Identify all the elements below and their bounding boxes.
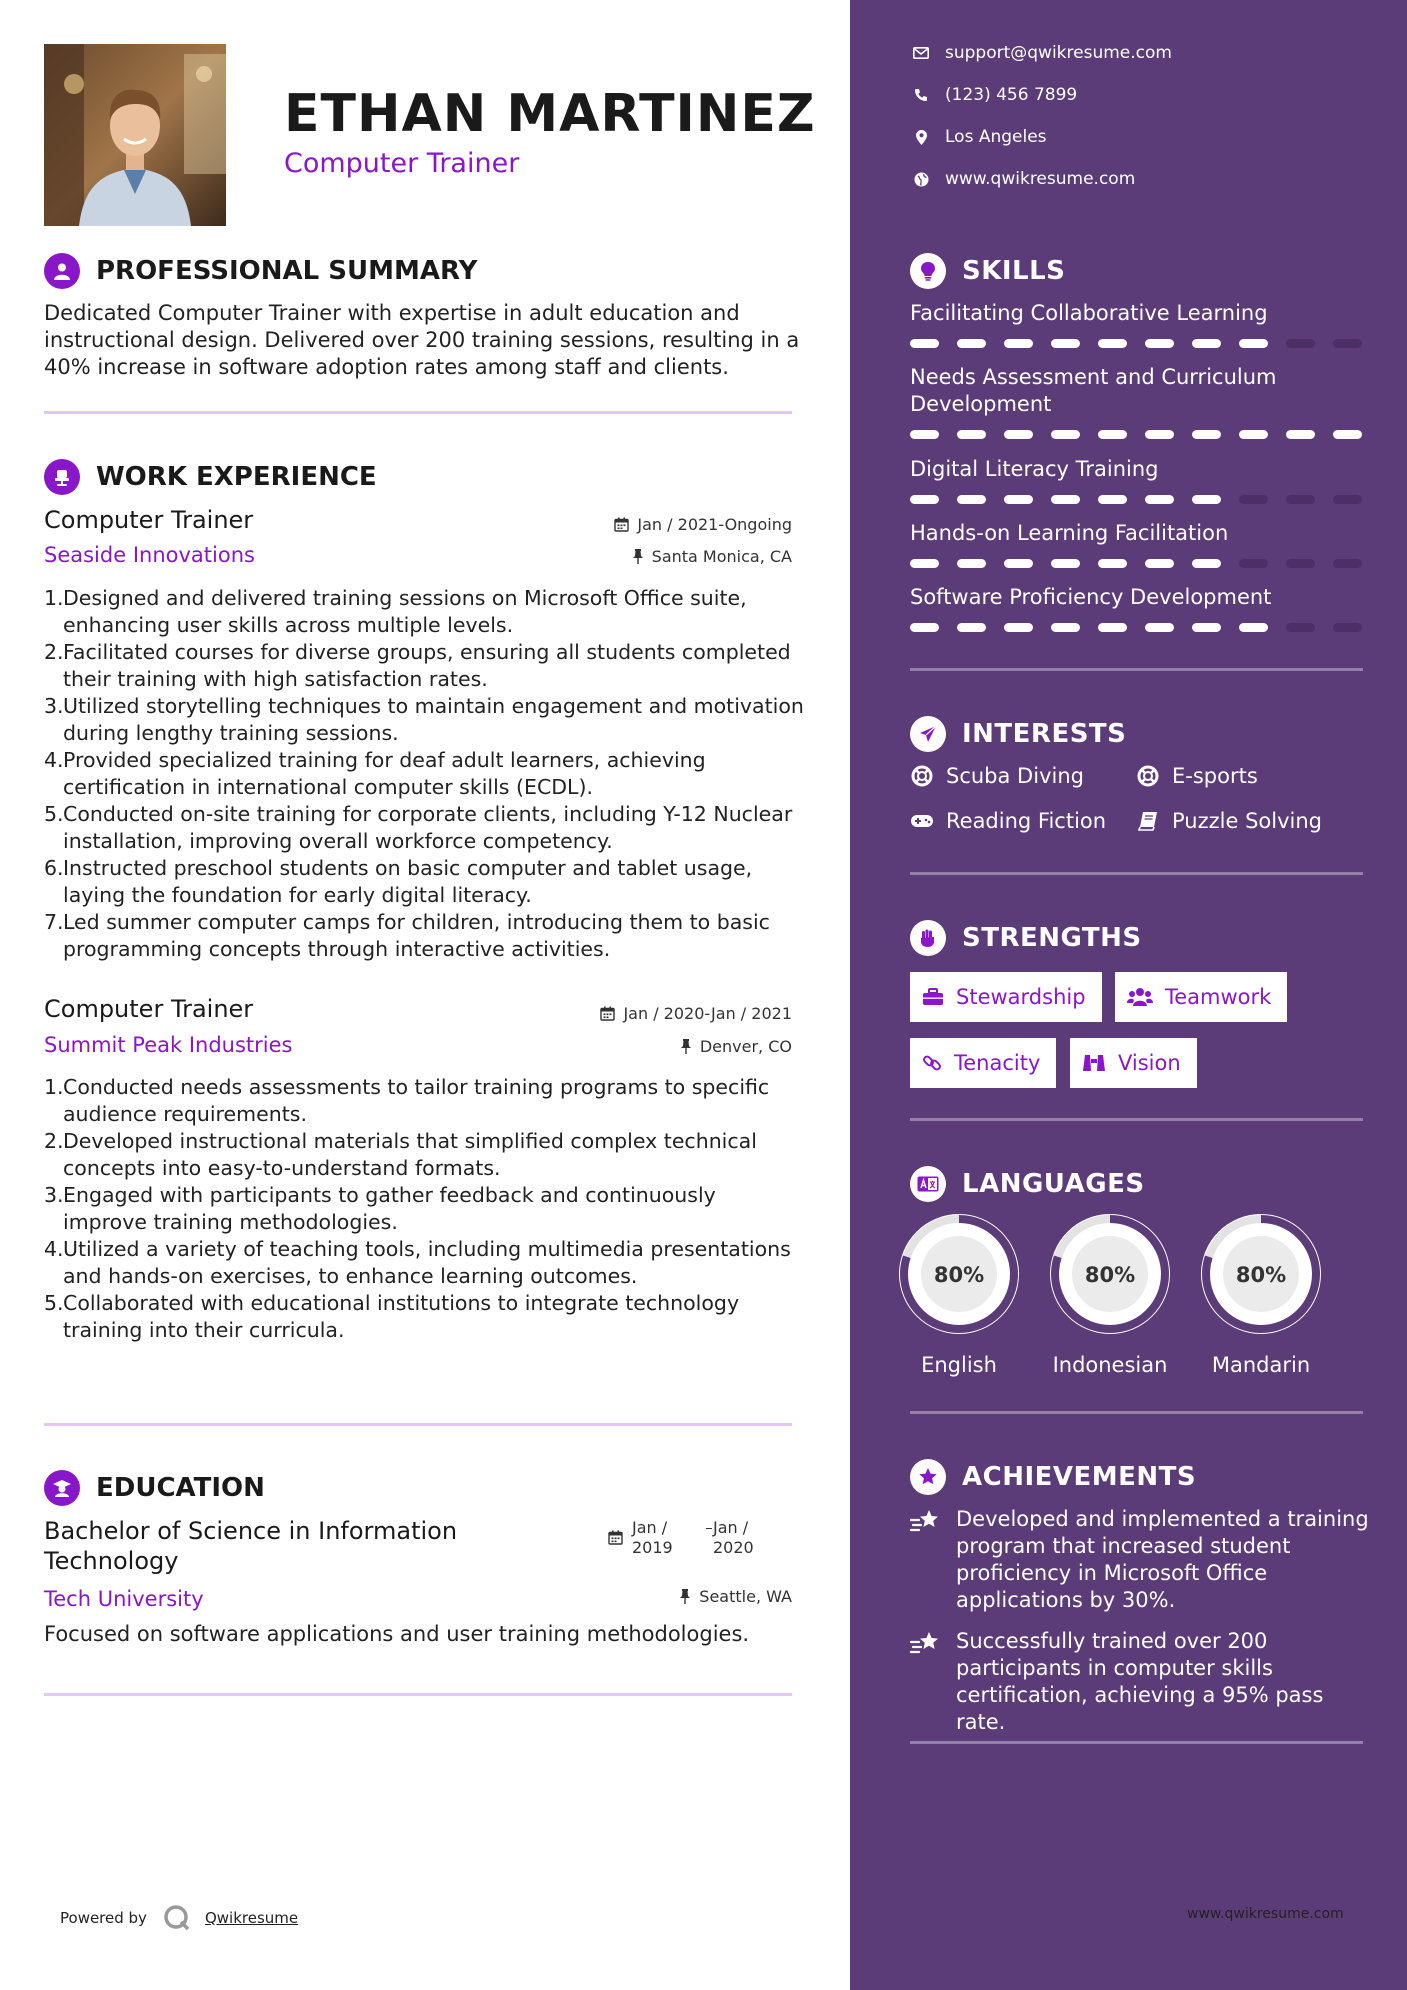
skill-segment-filled: [910, 623, 939, 632]
skill-segment-filled: [1145, 339, 1174, 348]
language-item: [1198, 1211, 1324, 1377]
graduate-icon: [44, 1470, 80, 1506]
skill-segment-filled: [1051, 339, 1080, 348]
list-item: 7. Led summer computer camps for children, introducing them to basic programming concepts through interactive activities.: [44, 910, 770, 961]
interest-label: Puzzle Solving: [1172, 809, 1322, 833]
strength-badge: [1115, 972, 1287, 1022]
interest-item: [910, 809, 1106, 833]
list-item: 2. Developed instructional materials that simplified complex technical concepts into easy-to-understand formats.: [44, 1129, 757, 1180]
strength-label: Tenacity: [954, 1051, 1041, 1075]
contact-location: [910, 127, 1047, 147]
skill-segment-filled: [1051, 495, 1080, 504]
work-divider: [44, 1423, 792, 1426]
work-heading: [44, 459, 377, 495]
list-item: 1. Designed and delivered training sessions on Microsoft Office suite, enhancing user skills across multiple levels.: [44, 586, 747, 637]
strengths-heading: [910, 920, 1142, 956]
star-badge-icon: [910, 1459, 946, 1495]
pin-icon: [632, 549, 644, 564]
language-percent: 80%: [933, 1263, 985, 1287]
achievements-title: ACHIEVEMENTS: [962, 1462, 1197, 1492]
language-percent: 80%: [1235, 1263, 1287, 1287]
language-item: [896, 1211, 1022, 1377]
education-description: Focused on software applications and user training methodologies.: [44, 1622, 750, 1646]
achievements-divider: [910, 1741, 1363, 1744]
language-name: English: [921, 1353, 997, 1377]
skill-segment-filled: [1098, 559, 1127, 568]
skill-segment-filled: [1145, 559, 1174, 568]
job-2-role: Computer Trainer: [44, 995, 254, 1023]
list-item: 3. Engaged with participants to gather feedback and continuously improve training methodologies.: [44, 1183, 716, 1234]
strength-badge: [910, 972, 1102, 1022]
gamepad-icon: [910, 813, 934, 829]
languages-title: LANGUAGES: [962, 1169, 1145, 1199]
interest-label: Scuba Diving: [946, 764, 1084, 788]
skill-segment-empty: [1333, 623, 1362, 632]
language-ring: [896, 1211, 1022, 1337]
job-1-role: Computer Trainer: [44, 506, 254, 534]
interest-label: E-sports: [1172, 764, 1258, 788]
skill-segment-filled: [1051, 430, 1080, 439]
contact-website[interactable]: [910, 169, 1135, 189]
skill-segment-filled: [1098, 495, 1127, 504]
skill-segment-filled: [957, 495, 986, 504]
skill-segment-filled: [1098, 623, 1127, 632]
skill-name: Needs Assessment and Curriculum Development: [910, 365, 1277, 416]
skill-segment-filled: [1239, 623, 1268, 632]
languages-heading: [910, 1166, 1145, 1202]
skill-segment-empty: [1239, 559, 1268, 568]
skill-segment-filled: [1192, 495, 1221, 504]
job-2-date: [600, 1004, 792, 1023]
candidate-name: ETHAN MARTINEZ: [284, 84, 816, 144]
fist-icon: [910, 920, 946, 956]
job-2-date-text: Jan / 2020-Jan / 2021: [623, 1004, 792, 1023]
strengths-divider: [910, 1118, 1363, 1121]
strength-label: Vision: [1118, 1051, 1181, 1075]
skills-divider: [910, 668, 1363, 671]
skill-segment-filled: [1004, 430, 1033, 439]
skill-rating: [910, 430, 1365, 439]
skill-item: [910, 456, 1365, 504]
link-icon: [922, 1053, 942, 1073]
translate-icon: [910, 1166, 946, 1202]
skill-segment-empty: [1286, 495, 1315, 504]
skill-segment-filled: [910, 339, 939, 348]
degree: Bachelor of Science in Information Technology: [44, 1517, 458, 1575]
skill-segment-filled: [1145, 495, 1174, 504]
globe-icon: [910, 172, 932, 187]
pin-icon: [679, 1589, 691, 1604]
achievement-text: Successfully trained over 200 participants in computer skills certification, achieving a 95% pass rate.: [956, 1629, 1324, 1734]
skill-item: [910, 584, 1365, 632]
calendar-icon: [614, 517, 629, 532]
skill-item: [910, 300, 1365, 348]
skill-segment-filled: [1051, 623, 1080, 632]
skill-name: Facilitating Collaborative Learning: [910, 301, 1268, 325]
languages-divider: [910, 1411, 1363, 1414]
contact-email[interactable]: [910, 43, 1172, 63]
phone-icon: [910, 88, 932, 102]
shooting-star-icon: [910, 1506, 944, 1614]
skill-segment-empty: [1286, 559, 1315, 568]
job-2-location: [680, 1037, 792, 1056]
skill-segment-filled: [957, 623, 986, 632]
paper-plane-icon: [910, 716, 946, 752]
powered-by: [60, 1904, 298, 1932]
skill-segment-filled: [1239, 430, 1268, 439]
qwikresume-link[interactable]: Qwikresume: [204, 1909, 299, 1927]
list-item: 2. Facilitated courses for diverse groups, ensuring all students completed their training with high satisfaction rates.: [44, 640, 791, 691]
skill-segment-empty: [1286, 623, 1315, 632]
skill-segment-empty: [1286, 339, 1315, 348]
language-percent: 80%: [1084, 1263, 1136, 1287]
skill-segment-filled: [910, 495, 939, 504]
interest-item: [910, 764, 1084, 788]
strengths-title: STRENGTHS: [962, 923, 1142, 953]
calendar-icon: [600, 1006, 615, 1021]
language-name: Mandarin: [1211, 1353, 1311, 1377]
job-2-bullets: [44, 1074, 804, 1344]
skill-segment-filled: [1098, 430, 1127, 439]
binoculars-icon: [1082, 1053, 1106, 1073]
skill-segment-filled: [1192, 430, 1221, 439]
skill-segment-filled: [1192, 559, 1221, 568]
strength-label: Stewardship: [956, 985, 1086, 1009]
education-end-date: Jan / 2020: [713, 1518, 754, 1557]
summary-title: PROFESSIONAL SUMMARY: [96, 256, 478, 286]
interest-label: Reading Fiction: [946, 809, 1107, 833]
envelope-icon: [910, 47, 932, 59]
skill-segment-empty: [1333, 339, 1362, 348]
education-start-date: Jan / 2019: [632, 1518, 673, 1557]
skill-segment-filled: [1004, 339, 1033, 348]
job-1-location-text: Santa Monica, CA: [651, 547, 792, 566]
skill-segment-filled: [1192, 623, 1221, 632]
interests-heading: [910, 716, 1126, 752]
skill-segment-filled: [1239, 339, 1268, 348]
contact-phone[interactable]: [910, 85, 1077, 105]
interest-item: [1136, 764, 1258, 788]
list-item: 1. Conducted needs assessments to tailor training programs to specific audience requirements.: [44, 1075, 770, 1126]
email-text: support@qwikresume.com: [945, 43, 1172, 63]
skill-segment-filled: [1051, 559, 1080, 568]
list-item: 5. Collaborated with educational institutions to integrate technology training into their curricula.: [44, 1291, 740, 1342]
summary-text: Dedicated Computer Trainer with expertise in adult education and instructional design. Delivered over 200 training sessions, resulting in a 40% increase in software adoption rates among staff and clients.: [44, 301, 800, 379]
qwikresume-logo-icon: [163, 1904, 191, 1932]
skills-title: SKILLS: [962, 256, 1066, 286]
users-icon: [1127, 987, 1153, 1007]
sidebar: [850, 0, 1407, 1990]
job-2-location-text: Denver, CO: [699, 1037, 792, 1056]
skill-rating: [910, 559, 1365, 568]
skill-segment-filled: [957, 339, 986, 348]
job-1-company: Seaside Innovations: [44, 543, 255, 567]
school: Tech University: [44, 1587, 204, 1611]
skill-name: Digital Literacy Training: [910, 457, 1159, 481]
skill-name: Hands-on Learning Facilitation: [910, 521, 1229, 545]
language-ring: [1047, 1211, 1173, 1337]
skill-segment-filled: [957, 559, 986, 568]
list-item: 3. Utilized storytelling techniques to maintain engagement and motivation during lengthy training sessions.: [44, 694, 804, 745]
job-title: Computer Trainer: [284, 148, 520, 179]
education-divider: [44, 1693, 792, 1696]
list-item: 4. Provided specialized training for deaf adult learners, achieving certification in international computer skills (ECDL).: [44, 748, 706, 799]
summary-divider: [44, 411, 792, 414]
briefcase-icon: [922, 988, 944, 1006]
strength-label: Teamwork: [1165, 985, 1272, 1009]
chair-icon: [44, 459, 80, 495]
summary-heading: [44, 253, 477, 289]
interests-divider: [910, 872, 1363, 875]
education-heading: [44, 1470, 265, 1506]
skill-rating: [910, 495, 1365, 504]
phone-text: (123) 456 7899: [945, 85, 1078, 105]
footer-website[interactable]: www.qwikresume.com: [1187, 1906, 1344, 1922]
skill-name: Software Proficiency Development: [910, 585, 1272, 609]
job-1-bullets: [44, 585, 804, 963]
achievement-text: Developed and implemented a training program that increased student proficiency in Microsoft Office applications by 30%.: [956, 1507, 1369, 1612]
skill-segment-filled: [1098, 339, 1127, 348]
skill-rating: [910, 623, 1365, 632]
strength-badge: [910, 1038, 1056, 1088]
skill-segment-filled: [1145, 623, 1174, 632]
map-marker-icon: [910, 130, 932, 145]
skill-segment-filled: [910, 430, 939, 439]
interests-title: INTERESTS: [962, 719, 1127, 749]
list-item: 4. Utilized a variety of teaching tools, including multimedia presentations and hands-on exercises, to enhance learning outcomes.: [44, 1237, 791, 1288]
skill-segment-filled: [1004, 623, 1033, 632]
profile-photo: [44, 44, 226, 226]
skill-segment-filled: [1004, 559, 1033, 568]
skill-segment-empty: [1333, 495, 1362, 504]
job-2-company: Summit Peak Industries: [44, 1033, 293, 1057]
book-icon: [1136, 811, 1160, 831]
achievement-item: [910, 1506, 1370, 1614]
list-item: 5. Conducted on-site training for corporate clients, including Y-12 Nuclear installation, improving overall workforce competency.: [44, 802, 793, 853]
achievements-heading: [910, 1459, 1196, 1495]
calendar-icon: [608, 1530, 623, 1549]
skill-segment-filled: [910, 559, 939, 568]
lifebuoy-icon: [1136, 765, 1160, 787]
achievement-item: [910, 1628, 1370, 1736]
skill-segment-filled: [1004, 495, 1033, 504]
language-ring: [1198, 1211, 1324, 1337]
skill-segment-filled: [1145, 430, 1174, 439]
skill-segment-filled: [1286, 430, 1315, 439]
skill-segment-filled: [1192, 339, 1221, 348]
skill-rating: [910, 339, 1365, 348]
education-location: [679, 1587, 792, 1606]
shooting-star-icon: [910, 1628, 944, 1736]
lifebuoy-icon: [910, 765, 934, 787]
language-name: Indonesian: [1052, 1353, 1168, 1377]
pin-icon: [680, 1039, 692, 1054]
skill-item: [910, 364, 1365, 439]
job-1-date-text: Jan / 2021-Ongoing: [637, 515, 792, 534]
skill-segment-empty: [1333, 559, 1362, 568]
date-separator: [706, 1528, 712, 1529]
language-item: [1047, 1211, 1173, 1377]
work-title: WORK EXPERIENCE: [96, 462, 377, 492]
education-location-text: Seattle, WA: [699, 1587, 792, 1606]
interest-item: [1136, 809, 1322, 833]
user-icon: [44, 253, 80, 289]
strength-badge: [1070, 1038, 1197, 1088]
education-title: EDUCATION: [96, 1473, 265, 1503]
skill-item: [910, 520, 1365, 568]
website-text: www.qwikresume.com: [945, 169, 1136, 189]
lightbulb-icon: [910, 253, 946, 289]
job-1-date: [614, 515, 792, 534]
location-text: Los Angeles: [945, 127, 1047, 147]
skill-segment-empty: [1239, 495, 1268, 504]
skills-heading: [910, 253, 1065, 289]
list-item: 6. Instructed preschool students on basic computer and tablet usage, laying the foundation for early digital literacy.: [44, 856, 753, 907]
job-1-location: [632, 547, 792, 566]
skill-segment-filled: [1333, 430, 1362, 439]
powered-by-label: Powered by: [60, 1909, 147, 1927]
skill-segment-filled: [957, 430, 986, 439]
